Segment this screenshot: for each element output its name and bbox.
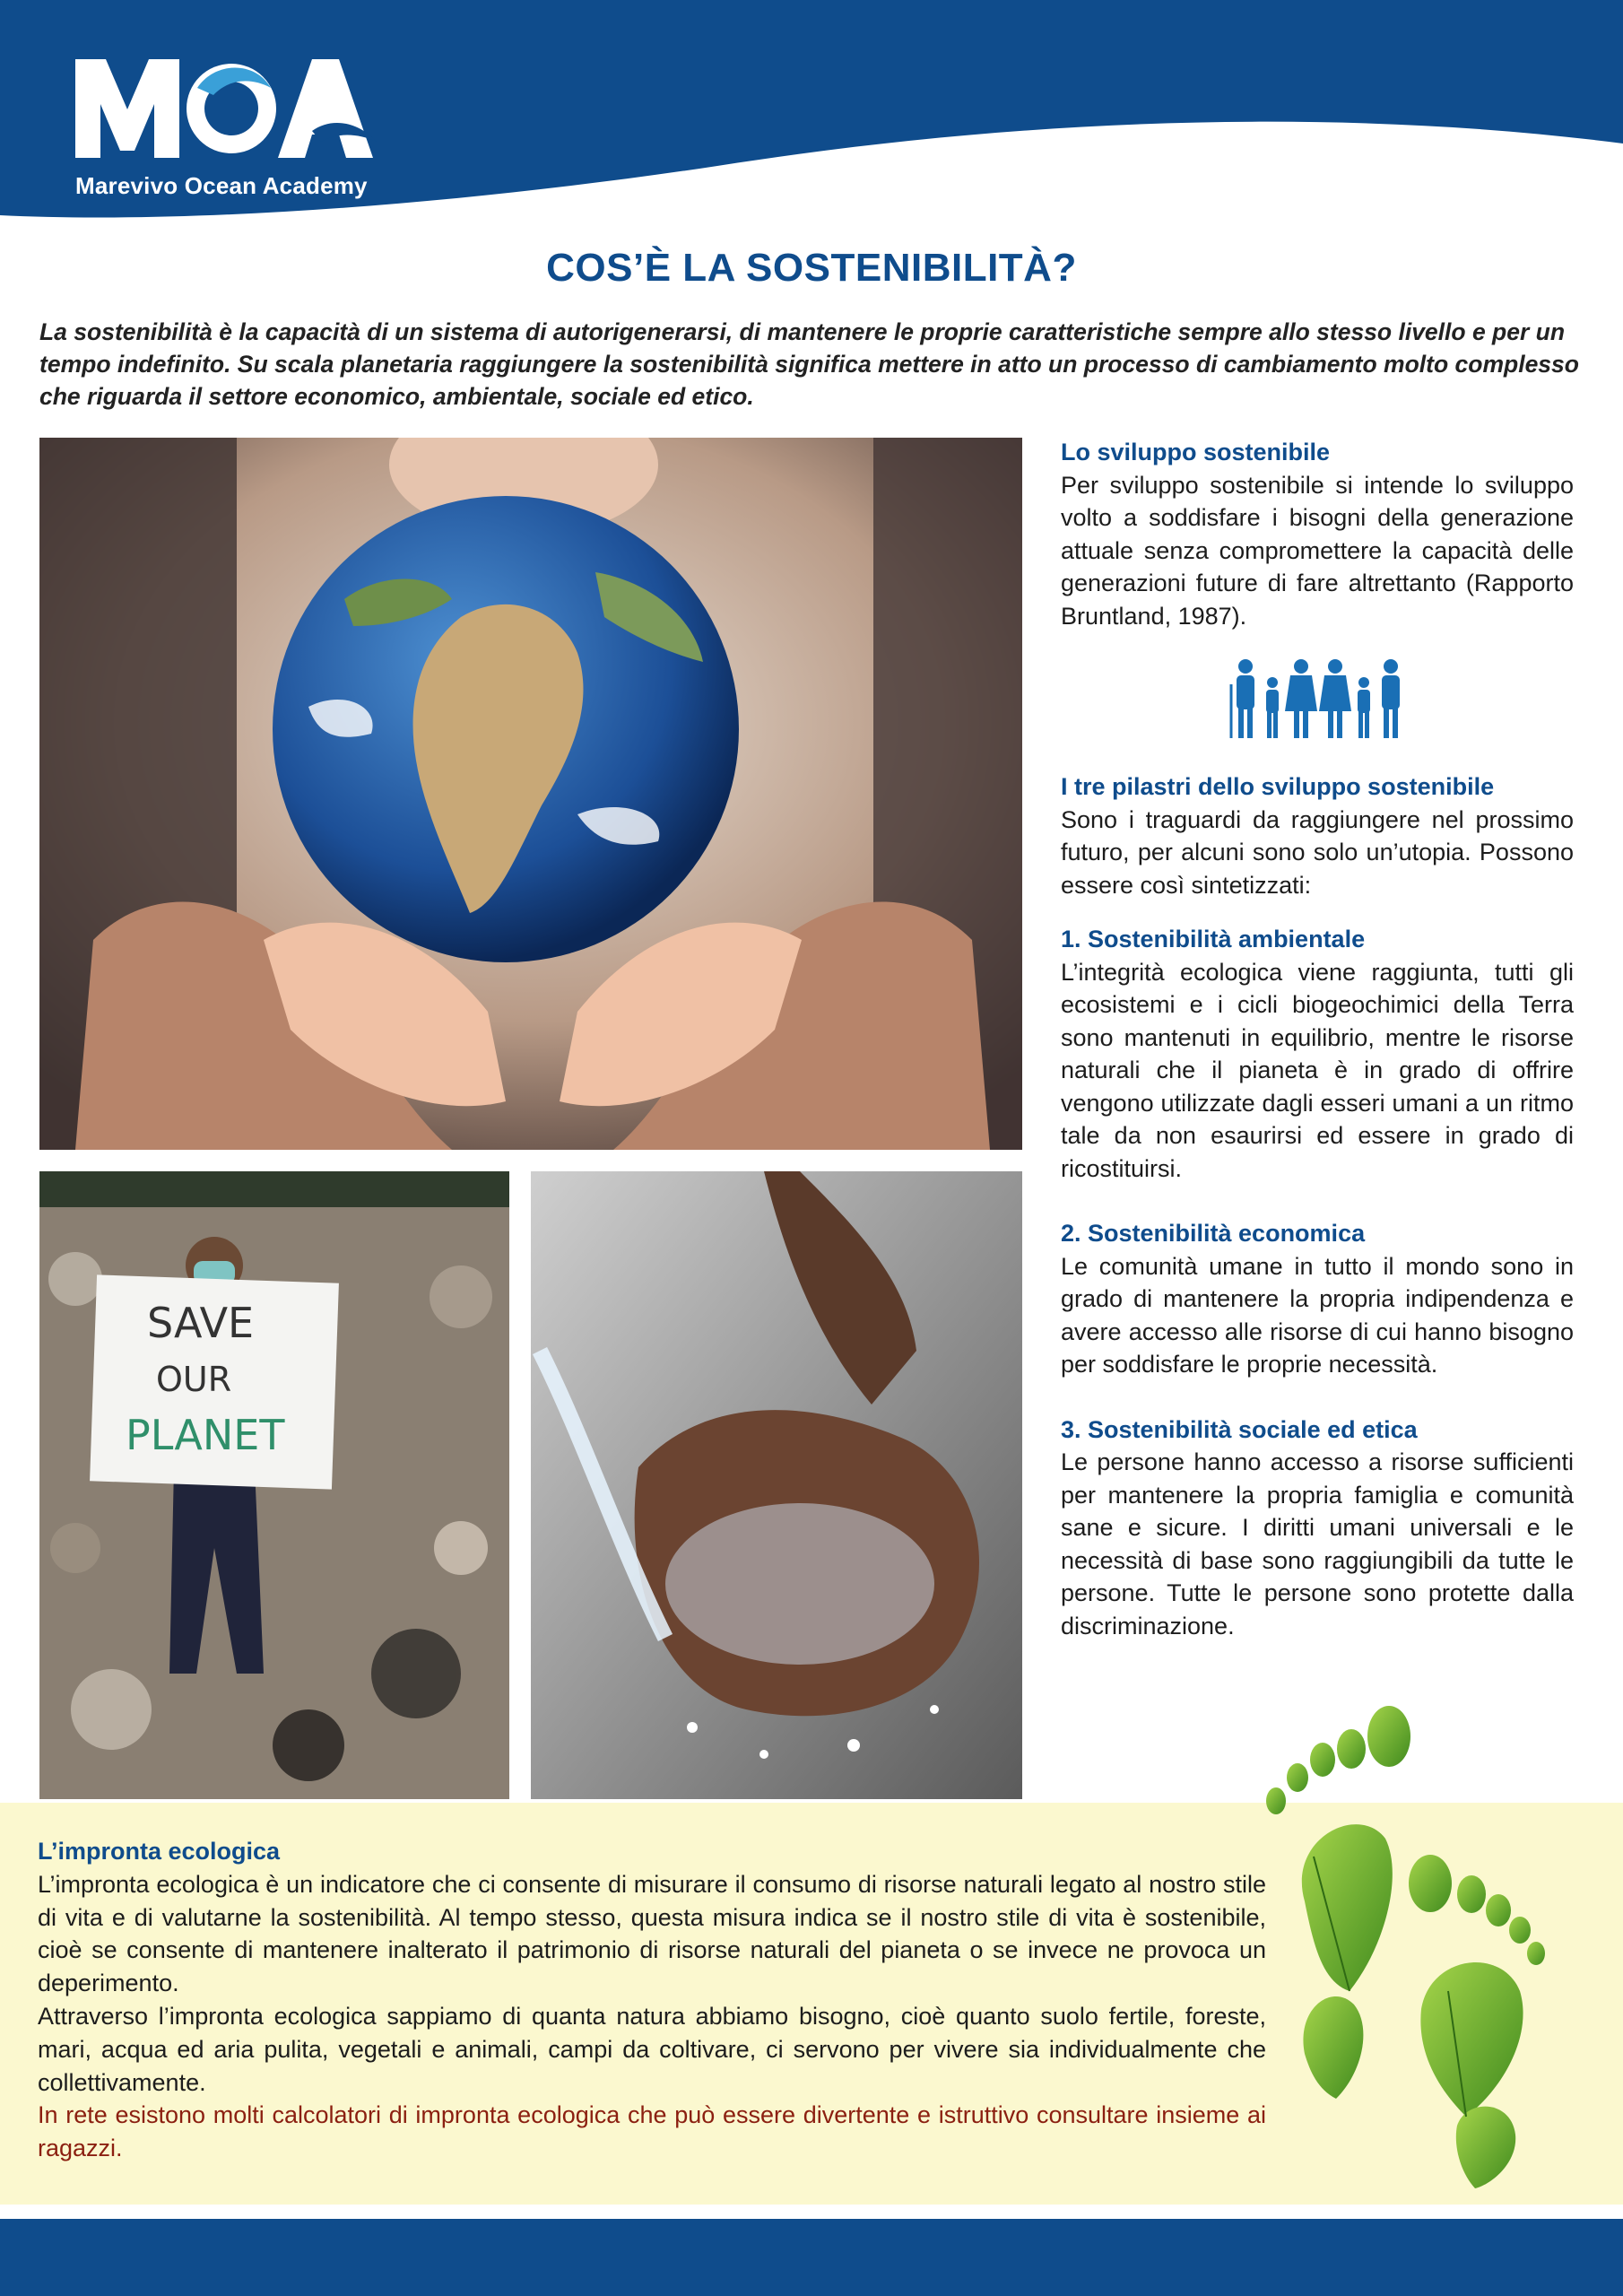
intro-paragraph: La sostenibilità è la capacità di un sistema di autorigenerarsi, di mantenere le proprie caratteristiche sempre allo stesso livello e per un tempo indefinito. Su scala planetaria raggiungere la sostenibilità significa mettere in atto un processo di cambiamento molto complesso che riguarda il settore economico, ambientale, sociale ed etico. xyxy=(39,318,1579,410)
hands-water-photo xyxy=(531,1171,1022,1799)
social-heading: 3. Sostenibilità sociale ed etica xyxy=(1061,1415,1418,1443)
pillars-text: Sono i traguardi da raggiungere nel prossimo futuro, per alcuni sono solo un’utopia. Possono essere così sintetizzati: xyxy=(1061,805,1574,899)
footprint-paragraph-3: In rete esistono molti calcolatori di impronta ecologica che può essere divertente e istruttivo consultare insieme ai ragazzi. xyxy=(38,2101,1266,2162)
footprint-heading: L’impronta ecologica xyxy=(38,1838,281,1865)
environmental-heading: 1. Sostenibilità ambientale xyxy=(1061,926,1366,952)
leaf-footprints-icon xyxy=(1251,1695,1583,2197)
sustainable-dev-text: Per sviluppo sostenibile si intende lo sviluppo volto a soddisfare i bisogni della generazione attuale senza compromettere la capacità delle generazioni future di fare altrettanto (Rapporto Bruntland, 1987). xyxy=(1061,471,1574,630)
family-icon xyxy=(1061,657,1574,740)
social-text: Le persone hanno accesso a risorse sufficienti per mantenere la propria famiglia e comunità sane e sicure. I diritti umani universali e le necessità di base sono raggiungibili da tutte le persone. Tutte le persone sono protette dalla discriminazione. xyxy=(1061,1448,1574,1639)
sign-text-1: SAVE xyxy=(147,1299,255,1347)
environmental-text: L’integrità ecologica viene raggiunta, tutti gli ecosistemi e i cicli biogeochimici della Terra sono mantenuti in equilibrio, mentre le risorse naturali che il pianeta è in grado di offrire vengono utilizzate dagli esseri umani a un ritmo tale da non esaurirsi ed essere in grado di ricostituirsi. xyxy=(1061,958,1574,1182)
footprint-paragraph-2: Attraverso l’impronta ecologica sappiamo di quanta natura abbiamo bisogno, cioè quanto suolo fertile, foreste, mari, acqua ed aria pulita, vegetali e animali, campi da coltivare, ci servono per vivere sia individualmente che collettivamente. xyxy=(38,2002,1266,2096)
ecological-footprint-section xyxy=(38,1835,1266,2165)
sign-text-3: PLANET xyxy=(126,1411,285,1459)
economic-heading: 2. Sostenibilità economica xyxy=(1061,1220,1366,1247)
footer-bar xyxy=(0,2219,1623,2296)
page-title: COS’È LA SOSTENIBILITÀ? xyxy=(546,246,1077,290)
right-column xyxy=(1061,436,1574,1642)
sustainable-dev-heading: Lo sviluppo sostenibile xyxy=(1061,439,1331,465)
save-planet-photo xyxy=(39,1171,509,1799)
hands-globe-photo xyxy=(39,438,1022,1150)
logo-subtitle: Marevivo Ocean Academy xyxy=(75,172,368,199)
economic-text: Le comunità umane in tutto il mondo sono in grado di mantenere la propria indipendenza e avere accesso alle risorse di cui hanno bisogno per soddisfare le proprie necessità. xyxy=(1061,1252,1574,1378)
pillars-heading: I tre pilastri dello sviluppo sostenibile xyxy=(1061,773,1495,800)
footprint-paragraph-1: L’impronta ecologica è un indicatore che ci consente di misurare il consumo di risorse naturali legato al nostro stile di vita e di valutarne la sostenibilità. Al tempo stesso, questa misura indica se il nostro stile di vita è sostenibile, cioè se consente di mantenere inalterato il patrimonio di risorse naturali del pianeta o se invece ne provoca un deperimento. xyxy=(38,1870,1266,1997)
sign-text-2: OUR xyxy=(156,1360,232,1399)
